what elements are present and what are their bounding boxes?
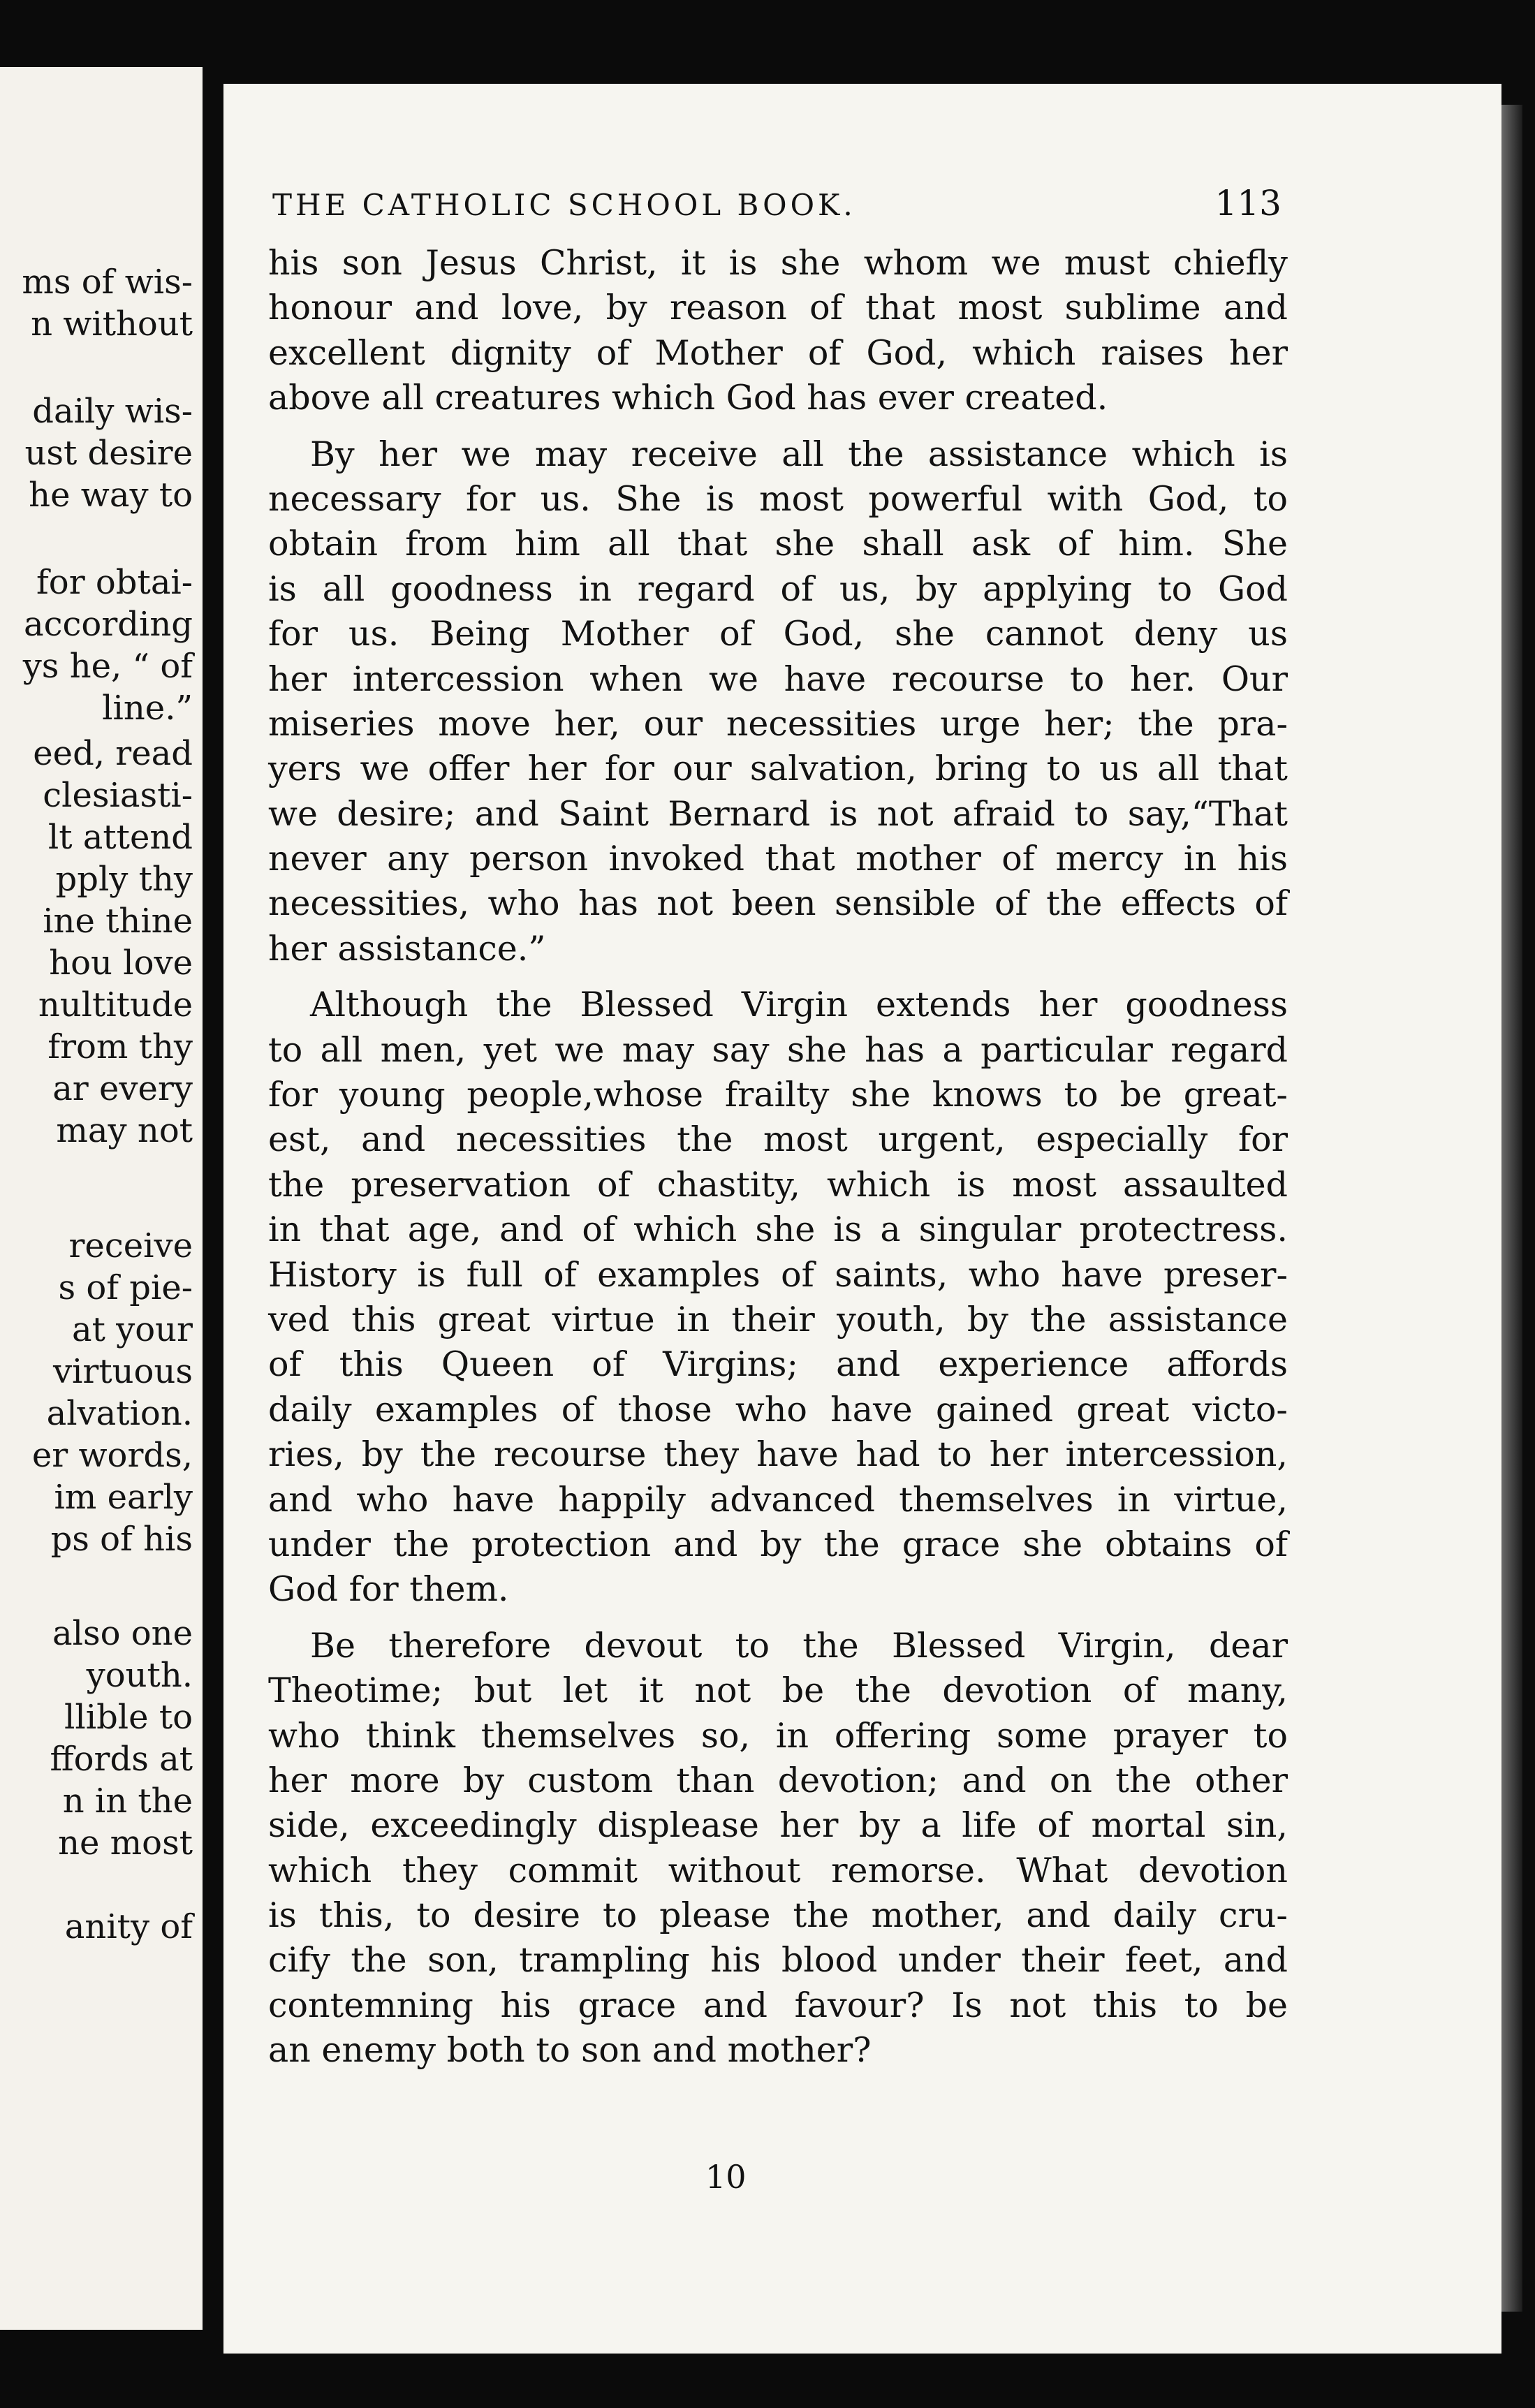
text-line: above all creatures which God has ever created.: [268, 378, 1108, 418]
text-line: necessities, who has not been sensible of the effects of: [268, 883, 1288, 924]
text-line: side, exceedingly displease her by a life of mortal sin,: [268, 1805, 1288, 1846]
paragraph: [268, 241, 1288, 421]
text-line: honour and love, by reason of that most sublime and: [268, 288, 1288, 328]
text-line: By her we may receive all the assistance which is: [310, 434, 1288, 474]
text-line: under the protection and by the grace she obtains of: [268, 1524, 1288, 1564]
text-line: her more by custom than devotion; and on the other: [268, 1760, 1288, 1800]
facing-page-line: virtuous: [52, 1352, 193, 1391]
facing-page-line: llible to: [64, 1698, 193, 1737]
text-line: contemning his grace and favour? Is not this to be: [268, 1985, 1288, 2025]
text-line: who think themselves so, in offering some prayer to: [268, 1715, 1288, 1756]
text-line: ries, by the recourse they have had to her intercession,: [268, 1434, 1288, 1475]
body-text: [268, 241, 1288, 2085]
text-line: for young people,whose frailty she knows to be great-: [268, 1075, 1288, 1115]
text-line: to all men, yet we may say she has a particular regard: [268, 1029, 1288, 1070]
text-line: which they commit without remorse. What devotion: [268, 1850, 1288, 1891]
text-line: in that age, and of which she is a singular protectress.: [268, 1210, 1288, 1250]
facing-page-line: er words,: [31, 1436, 193, 1475]
text-line: his son Jesus Christ, it is she whom we must chiefly: [268, 243, 1288, 283]
text-line: Although the Blessed Virgin extends her goodness: [310, 985, 1288, 1025]
paragraph: [268, 983, 1288, 1612]
page-number: 113: [1214, 183, 1281, 223]
text-line: daily examples of those who have gained great victo-: [268, 1389, 1288, 1430]
facing-page-line: daily wis-: [32, 392, 193, 431]
facing-page-line: ar every: [52, 1069, 193, 1108]
facing-page-line: n in the: [62, 1782, 193, 1821]
facing-page-line: ine thine: [43, 902, 193, 941]
text-line: Theotime; but let it not be the devotion of many,: [268, 1671, 1288, 1711]
text-line: for us. Being Mother of God, she cannot deny us: [268, 614, 1288, 654]
facing-page-line: according: [24, 605, 193, 644]
facing-page-line: ust desire: [24, 434, 193, 473]
text-line: of this Queen of Virgins; and experience affords: [268, 1344, 1288, 1385]
facing-page-line: alvation.: [46, 1394, 193, 1433]
facing-page-line: hou love: [49, 944, 193, 983]
text-line: her assistance.”: [268, 928, 546, 969]
text-line: obtain from him all that she shall ask of him. She: [268, 524, 1288, 564]
facing-page-line: also one: [52, 1614, 193, 1653]
facing-page-line: anity of: [64, 1907, 193, 1946]
text-line: excellent dignity of Mother of God, which raises her: [268, 332, 1288, 373]
facing-page-line: ne most: [58, 1823, 193, 1863]
text-line: her intercession when we have recourse to her. Our: [268, 659, 1288, 699]
text-line: is all goodness in regard of us, by applying to God: [268, 568, 1288, 609]
text-line: est, and necessities the most urgent, especially for: [268, 1119, 1288, 1160]
text-line: miseries move her, our necessities urge her; the pra-: [268, 703, 1288, 744]
text-line: the preservation of chastity, which is most assaulted: [268, 1164, 1288, 1205]
facing-page-line: at your: [71, 1310, 193, 1349]
text-line: an enemy both to son and mother?: [268, 2030, 872, 2071]
facing-page-line: clesiasti-: [43, 776, 193, 815]
paragraph: [268, 432, 1288, 972]
text-line: cify the son, trampling his blood under their feet, and: [268, 1940, 1288, 1981]
facing-page-line: youth.: [86, 1656, 193, 1695]
facing-page-line: s of pie-: [58, 1268, 193, 1307]
text-line: necessary for us. She is most powerful with God, to: [268, 478, 1288, 519]
text-line: Be therefore devout to the Blessed Virgin, dear: [310, 1625, 1288, 1666]
facing-page-line: n without: [31, 304, 193, 344]
facing-page-line: ys he, “ of: [22, 647, 193, 686]
facing-page-line: lt attend: [47, 818, 193, 857]
text-line: we desire; and Saint Bernard is not afraid to say,“That: [268, 793, 1288, 834]
facing-page-line: from thy: [47, 1027, 193, 1066]
facing-page-line: nultitude: [38, 985, 193, 1025]
facing-page-line: pply thy: [55, 860, 193, 899]
facing-page-line: for obtai-: [36, 563, 193, 602]
facing-page-line: im early: [54, 1478, 193, 1517]
facing-page-line: eed, read: [33, 734, 193, 773]
facing-page-line: ps of his: [50, 1520, 193, 1559]
text-line: and who have happily advanced themselves in virtue,: [268, 1479, 1288, 1520]
text-line: God for them.: [268, 1569, 509, 1610]
facing-page-line: receive: [68, 1226, 193, 1265]
text-line: History is full of examples of saints, who have preser-: [268, 1254, 1288, 1295]
running-title: THE CATHOLIC SCHOOL BOOK.: [272, 188, 856, 222]
paragraph: [268, 1624, 1288, 2073]
text-line: is this, to desire to please the mother, and daily cru-: [268, 1895, 1288, 1936]
facing-page-line: he way to: [29, 476, 193, 515]
facing-page-line: ms of wis-: [22, 263, 193, 302]
facing-page-line: may not: [56, 1111, 193, 1150]
text-line: ved this great virtue in their youth, by the assistance: [268, 1299, 1288, 1339]
facing-page-fragment: [0, 67, 203, 2330]
facing-page-line: ffords at: [50, 1740, 193, 1779]
facing-page-line: line.”: [102, 689, 193, 728]
text-line: never any person invoked that mother of mercy in his: [268, 839, 1288, 879]
running-head: [272, 183, 1281, 223]
page-edge-shadow: [1501, 105, 1522, 2312]
text-line: yers we offer her for our salvation, bring to us all that: [268, 749, 1288, 789]
signature-mark: 10: [705, 2158, 747, 2196]
